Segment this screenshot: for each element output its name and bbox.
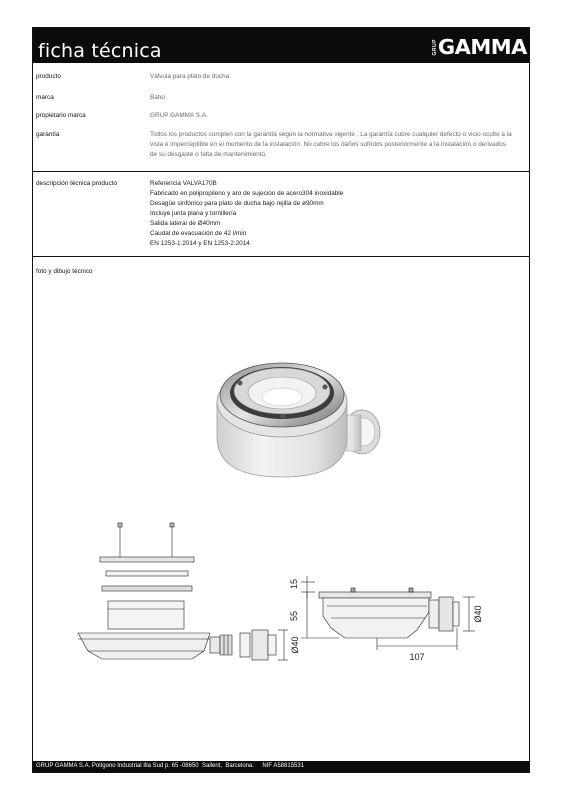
- photo-section-label: foto y dibujo técnico: [36, 268, 93, 275]
- page-frame: [32, 27, 530, 773]
- row-value: GRUP GAMMA S.A.: [150, 112, 208, 119]
- row-label: descripción técnica producto: [36, 180, 117, 187]
- spec-line: Desagüe sinfónico para plato de ducha bajo rejilla de ø90mm: [150, 200, 324, 207]
- row-label: propietario marca: [36, 112, 86, 119]
- dimension-label: Ø40: [290, 636, 300, 654]
- spec-line: Caudal de evacuación de 42 l/min: [150, 230, 247, 237]
- brand-logo-small: GRUP: [432, 38, 439, 56]
- brand-logo-large: GAMMA: [438, 35, 528, 59]
- footer-text: GRUP GAMMA S.A. Polígono Industrial Illa Sud p. 65 -08650 Sallent, Barcelona. NIF A58815531: [36, 763, 305, 769]
- row-label: garantía: [36, 131, 60, 138]
- dimension-label: 15: [289, 578, 299, 590]
- warranty-line: de su desgaste o falta de mantenimiento.: [150, 151, 267, 158]
- row-value: Válvula para plato de ducha: [150, 73, 230, 80]
- data-sheet: [32, 27, 530, 773]
- row-value: Baho: [150, 94, 165, 101]
- dimension-label: Ø40: [473, 605, 483, 623]
- spec-line: Fabricado en polipropileno y aro de sujeción de acero304 inoxidable: [150, 190, 344, 197]
- spec-line: Referencia VALVA170B: [150, 180, 217, 187]
- page-title: ficha técnica: [38, 40, 162, 62]
- spec-line: EN 1253-1:2014 y EN 1253-2:2014: [150, 240, 250, 247]
- warranty-line: Todos los productos cumplen con la garantía según la normativa vigente . La garantía cubre cualquier defecto o vicio oculto a la: [150, 131, 512, 138]
- dimension-label: 55: [289, 610, 299, 622]
- warranty-line: vista e imperceptible en el momento de la instalación. No cubre los daños sufridos posteriormente a la instalación o derivados: [150, 141, 506, 148]
- spec-line: Salida lateral de Ø40mm: [150, 220, 221, 227]
- row-label: producto: [36, 73, 61, 80]
- spec-line: Incluye junta plana y tornillería: [150, 210, 237, 217]
- dimension-label: 107: [409, 652, 425, 662]
- row-label: marca: [36, 94, 54, 101]
